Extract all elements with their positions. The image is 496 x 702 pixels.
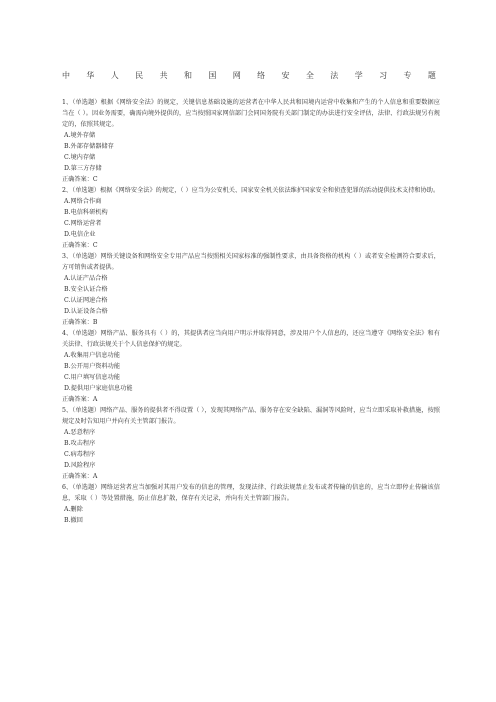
title-char: 学 [354,71,363,80]
title-char: 华 [86,71,95,80]
question-block [62,185,440,251]
question-stem: 1、（单选题）根据《网络安全法》的规定，关键信息基础设施的运营者在中华人民共和国境内运营中收集和产生的个人信息和重要数据应当在（ ）。因业务需要，确需向境外提供的，应当按照国家网信部门会同国务院有关部门制定的办法进行安全评估，法律、行政法规另有规定的，依照其规定。 [62,99,440,128]
title-char: 题 [427,71,436,80]
option-c: C.认证网速合格 [64,297,108,304]
option-d: D.电信企业 [64,231,96,238]
page-title [62,70,436,82]
question-block [62,482,440,526]
question-stem: 3、（单选题）网络关键设备和网络安全专用产品应当按照相关国家标准的强制性要求，由具备资格的机构（ ）或者安全检测符合要求后，方可销售或者提供。 [62,253,440,271]
title-char: 民 [135,71,144,80]
option-b: B.电信科研机构 [64,209,108,216]
title-char: 专 [403,71,412,80]
question-block [62,251,440,328]
question-block [62,405,440,482]
option-d: D.认证设备合格 [64,308,108,315]
question-stem: 2、（单选题）根据《网络安全法》的规定，（ ）应当为公安机关、国家安全机关依法维护国家安全和侦查犯罪的活动提供技术支持和协助。 [62,187,440,194]
option-d: D.风险程序 [64,462,96,469]
question-stem: 4、（单选题）网络产品、服务具有（ ）的，其提供者应当向用户明示并取得同意，涉及用户个人信息的，还应当遵守《网络安全法》和有关法律、行政法规关于个人信息保护的规定。 [62,330,440,348]
title-char: 中 [62,71,70,80]
question-stem: 5、（单选题）网络产品、服务的提供者不得设置（ ），发现其网络产品、服务存在安全缺陷、漏洞等风险时，应当立即采取补救措施，按照规定及时告知用户并向有关主管部门报告。 [62,407,440,425]
option-a: A.境外存储 [64,132,96,139]
title-char: 络 [257,71,266,80]
question-list [62,97,440,526]
option-d: D.第三方存储 [64,165,102,172]
title-char: 国 [208,71,217,80]
title-char: 网 [232,71,241,80]
title-char: 和 [183,71,192,80]
option-b: B.公开用户资料功能 [64,363,121,370]
title-char: 法 [330,71,339,80]
title-char: 共 [159,71,168,80]
option-a: A.恶意程序 [64,429,96,436]
question-block [62,328,440,405]
title-char: 全 [305,71,314,80]
option-c: C.境内存储 [64,154,96,161]
option-c: C.网络运营者 [64,220,102,227]
title-char: 人 [110,71,119,80]
option-a: A.收集用户信息功能 [64,352,120,359]
correct-answer: 正确答案：A [62,473,98,480]
option-c: C.用户填写信息功能 [64,374,120,381]
title-char: 安 [281,71,290,80]
correct-answer: 正确答案：B [62,319,98,326]
option-c: C.病毒程序 [64,451,96,458]
option-a: A.网络合作商 [64,198,102,205]
option-a: A.删除 [64,506,83,513]
question-block [62,97,440,185]
option-b: B.安全认证合格 [64,286,108,293]
option-d: D.提供用户家庭信息功能 [64,385,133,392]
option-a: A.认证产品合格 [64,275,108,282]
question-stem: 6、（单选题）网络运营者应当加强对其用户发布的信息的管理，发现法律、行政法规禁止发布或者传输的信息的，应当立即停止传输该信息，采取（ ）等处置措施，防止信息扩散，保存有关记录，并向有关主管部门报告。 [62,484,440,502]
title-char: 习 [379,71,388,80]
option-b: B.攻击程序 [64,440,96,447]
option-b: B.外部存储器储存 [64,143,114,150]
correct-answer: 正确答案：A [62,396,98,403]
correct-answer: 正确答案：C [62,242,98,249]
option-b: B.撤回 [64,517,83,524]
correct-answer: 正确答案：C [62,176,98,183]
